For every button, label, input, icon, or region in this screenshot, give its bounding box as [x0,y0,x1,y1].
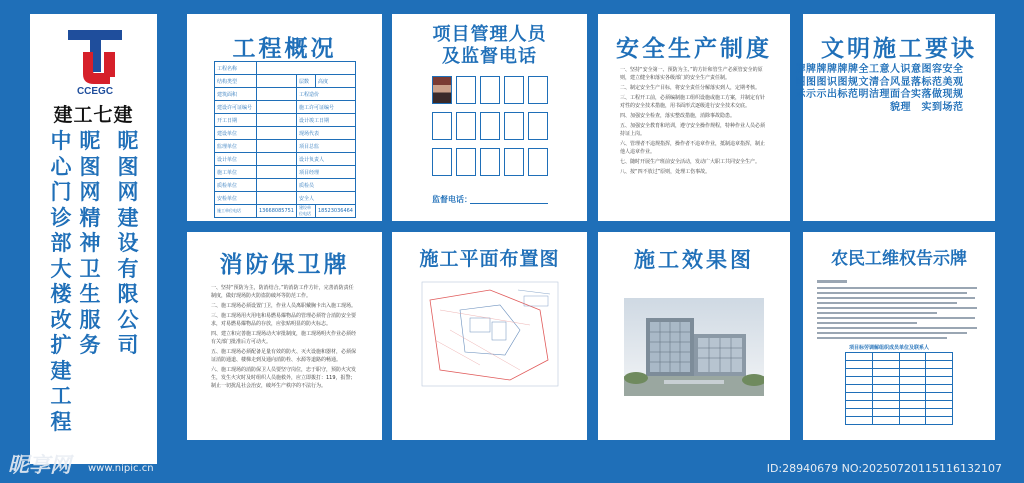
table-cell [872,401,899,409]
rule-column: 牌规范 [848,64,858,100]
worker-rights-panel [803,232,995,440]
company-panel [30,14,157,464]
table-cell: 项目总监 [297,140,356,153]
table-cell: 层数 [297,75,316,88]
fire-security-panel [187,232,382,440]
site-plan-drawing [420,280,560,388]
rule-column: 牌识出 [827,64,837,100]
staff-photo-slot [456,112,476,140]
table-cell [899,417,926,425]
rendering-panel [598,232,790,440]
mediation-table-title: 项目标劳调解组织成员单位及联系人 [849,345,930,351]
site-url: www.nipic.cn [88,463,154,474]
civilized-construction-panel [795,14,995,221]
table-cell [899,369,926,377]
table-cell [926,393,953,401]
table-cell: 建设单位 [215,127,257,140]
table-cell [899,393,926,401]
table-cell [872,377,899,385]
rule-column: 全观规范 [953,64,963,113]
rule-column: 牌图示 [806,64,816,100]
site-watermark: 昵享网 [8,453,71,477]
safety-rules-panel [598,14,790,221]
table-cell [899,377,926,385]
fire-rule-item: 二、施工现场必须设置门卫，作业人员离职戴胸卡出入施工现场。 [211,303,357,309]
table-cell [872,369,899,377]
table-cell [899,385,926,393]
safety-rule-item: 八、按“四不放过”原则，处理工伤事故。 [620,169,711,175]
project-name-column: 中心门诊部大楼改扩建工程 [50,129,72,434]
table-cell [257,127,297,140]
staff-photo-slot [480,76,500,104]
mediation-contact-table [845,352,953,425]
table-cell [872,353,899,361]
table-cell [846,377,873,385]
management-staff-panel [392,14,587,221]
panel-title [392,24,587,68]
table-cell [846,353,873,361]
company-name: 建工七建 [53,104,134,126]
table-cell [926,361,953,369]
table-cell: 设计负责人 [297,153,356,166]
table-cell [899,353,926,361]
table-cell [846,409,873,417]
panel-title: 文明施工要诀 [821,36,977,62]
table-cell: 设计单位 [215,153,257,166]
staff-photo-slot [528,112,548,140]
table-cell [872,393,899,401]
table-cell: 建设单位电话 [297,205,316,218]
rule-column: 全文明 [858,64,869,100]
site-layout-panel [392,232,587,440]
table-cell [846,401,873,409]
staff-photo-slot [432,112,452,140]
table-cell [926,369,953,377]
table-cell [257,166,297,179]
rule-column: 容范做到 [932,64,942,113]
table-cell [872,409,899,417]
safety-rule-item: 三、工程开工前，必须编制施工组织设施或施工方案，并制定有针对性的安全技术措施，用书面形式逐级进行安全技术交底。 [620,95,766,109]
fire-rule-item: 三、施工现场用火用电和易燃易爆物品的管理必须符合消防安全要求，对易燃易爆物品的存放，应张贴明显的防火标志。 [211,313,357,327]
table-cell: 现场代表 [297,127,356,140]
table-cell [846,385,873,393]
fire-rules-list [211,284,358,392]
table-cell [257,192,297,205]
fire-rule-item: 六、施工现场的消防保卫人员要坚守岗位，忠于职守，预防火灾发生，发生火灾时及时组织人员施救外，应立即拨打：119，报警；制止一切扰乱社会治安，破坏生产秩序的不法行为。 [211,367,357,389]
safety-rule-item: 七、随时开展生产班前安全活动，发动广大职工共同安全生产。 [620,159,761,165]
panel-title: 农民工维权告示牌 [831,249,967,269]
table-cell [899,409,926,417]
client-name-column: 昵图网精神卫生服务 [79,129,101,357]
table-cell [926,377,953,385]
table-cell [846,417,873,425]
fire-rule-item: 一、坚持“预防为主，防消结合。”的消防工作方针，完善消防责任制度，做好现场防火防盗防破坏等防范工作。 [211,285,354,299]
table-cell: 工程名称 [215,62,257,75]
table-cell [257,88,297,101]
table-cell [872,417,899,425]
staff-photo-slot [504,148,524,176]
staff-photo-slot [480,148,500,176]
staff-photo-slot [504,112,524,140]
table-cell: 高度 [316,75,356,88]
project-overview-panel [187,14,382,221]
staff-photo-slot [456,76,476,104]
panel-title: 安全生产制度 [616,36,772,62]
rule-column: 意落实 [911,64,921,100]
table-cell: 18523036464 [316,205,356,218]
supervision-phone-label: 监督电话： [432,195,472,204]
staff-photo-slot [432,148,452,176]
safety-rule-item: 五、加强安全教育和培训，遵守安全操作规程，特种作业人员必须持证上岗。 [620,123,766,137]
staff-photo-slot [528,76,548,104]
table-cell: 开工日期 [215,114,257,127]
table-cell [926,409,953,417]
table-cell [257,62,356,75]
table-cell: 安全人 [297,192,356,205]
table-cell [846,361,873,369]
staff-photo-slot [456,148,476,176]
table-cell: 13668085751 [257,205,297,218]
table-cell [257,140,297,153]
staff-photo-slot [504,76,524,104]
panel-title: 消防保卫牌 [219,252,350,278]
table-cell [899,361,926,369]
table-cell: 安检单位 [215,192,257,205]
table-cell: 监理单位 [215,140,257,153]
table-cell [846,393,873,401]
staff-photo-filled [432,76,452,104]
rule-column: 工清洁 [869,64,879,100]
table-cell [926,401,953,409]
table-cell: 施工许可证编号 [297,101,356,114]
table-cell [926,353,953,361]
table-cell [872,385,899,393]
table-cell: 建筑面积 [215,88,257,101]
project-overview-table [214,61,356,218]
staff-photo-slot [480,112,500,140]
table-cell: 质检员 [297,179,356,192]
table-cell [257,114,297,127]
panel-title-line1: 项目管理人员 [432,24,547,45]
table-cell: 结构类型 [215,75,257,88]
logo-text: CCEGC [76,86,114,96]
table-cell [899,401,926,409]
table-cell [257,153,297,166]
ccegc-logo [66,30,124,96]
rule-column: 安美现场 [942,64,953,113]
table-cell [926,385,953,393]
safety-rule-item: 一、坚持“安全第一、预防为主、”的方针和管生产必须管安全的原则，建立健全和落实各级部门的安全生产责任制。 [620,67,763,81]
table-cell [926,417,953,425]
fire-rule-item: 四、建立和完善施工现场动火审批制度，施工现场明火作业必须经有关部门批准后方可动火。 [211,331,357,345]
table-cell [846,369,873,377]
table-cell: 项目经理 [297,166,356,179]
image-id-text: ID:28940679 NO:20250720115116132107 [766,462,1002,475]
table-cell [257,179,297,192]
table-cell: 设计竣工日期 [297,114,356,127]
safety-rule-item: 四、加强安全检查，落实整改措施，消除事故隐患。 [620,113,736,119]
panel-title-line2: 及监督电话 [442,46,537,67]
table-cell: 工程造价 [297,88,356,101]
rule-column: 牌图示 [795,64,806,100]
panel-title: 施工效果图 [634,248,754,272]
staff-photo-slot [528,148,548,176]
safety-rule-item: 二、制定安全生产目标，将安全责任分解落实到人，定期考核。 [620,85,761,91]
panel-title: 施工平面布置图 [419,248,560,270]
table-cell: 施工单位 [215,166,257,179]
building-rendering [624,298,764,396]
table-cell: 质检单位 [215,179,257,192]
fire-rule-item: 五、施工现场必须配备足量有效的防火、灭火设施和器材，必须保证消防通道、楼梯走到及通向消防栓、水源等道路的畅通。 [211,349,357,363]
rule-column: 识显合理 [900,64,911,113]
table-cell [257,101,297,114]
table-cell: 建设许可证编号 [215,101,257,114]
table-cell [872,361,899,369]
contractor-name-column: 昵图网建设有限公司 [117,129,139,357]
safety-rule-item: 六、管理者不违规指挥，操作者不违章作业，抵制违章指挥，制止他人违章作业。 [620,141,766,155]
safety-rules-list [620,66,768,178]
rule-column: 牌图标 [837,64,848,100]
phone-underline [470,203,548,204]
rule-column: 意合理 [879,64,890,100]
rule-column: 图标落实 [921,64,932,113]
rule-column: 人风面貌 [890,64,900,113]
panel-title: 工程概况 [232,36,337,62]
table-cell: 施工单位电话 [215,205,257,218]
rule-column: 牌图示 [816,64,827,100]
table-cell [257,75,297,88]
